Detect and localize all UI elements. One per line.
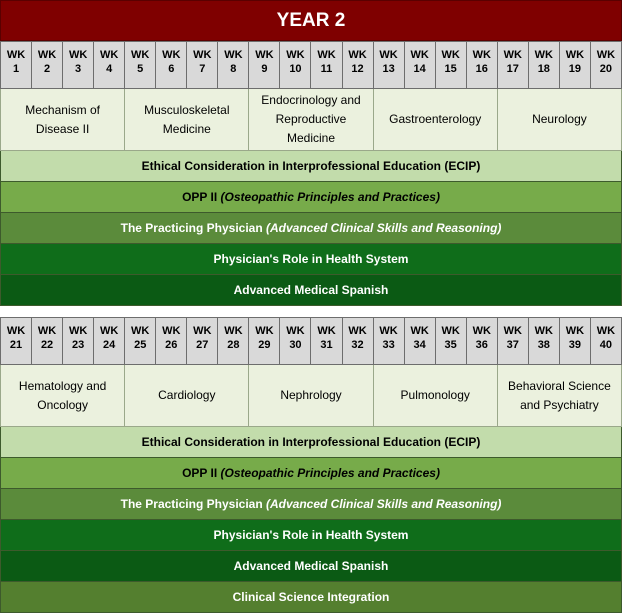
week-cell [32, 41, 63, 89]
week-label-line: WK [224, 49, 243, 61]
week-cell [405, 317, 436, 365]
week-cell [0, 41, 32, 89]
course-bar [0, 520, 622, 551]
system-module-cell [498, 365, 622, 427]
week-label-line: 33 [382, 339, 395, 351]
course-name: Ethical Consideration in Interprofessional Education (ECIP) [141, 435, 481, 449]
week-cell [591, 317, 622, 365]
week-cell [94, 41, 125, 89]
week-cell [436, 41, 467, 89]
week-cell [374, 317, 405, 365]
week-cell [529, 317, 560, 365]
week-label-line: 3 [75, 63, 82, 75]
week-label-line: 35 [444, 339, 457, 351]
week-cell [498, 317, 529, 365]
week-label-line: WK [317, 49, 336, 61]
week-label-line: 22 [40, 339, 54, 351]
week-label-line: WK [131, 49, 150, 61]
system-module-row [0, 89, 622, 151]
week-label-line: WK [534, 49, 553, 61]
week-label-line: 32 [351, 339, 364, 351]
week-label-line: WK [255, 49, 274, 61]
week-label-line: WK [410, 325, 429, 337]
system-module-line: and Psychiatry [520, 397, 599, 412]
week-cell [343, 41, 374, 89]
system-module-line: Mechanism of [25, 102, 100, 117]
week-cell [311, 41, 342, 89]
week-label-line: WK [100, 325, 119, 337]
week-cell [467, 41, 498, 89]
system-module-line: Endocrinology and [261, 93, 361, 107]
course-bar [0, 427, 622, 458]
system-module-cell [0, 365, 125, 427]
course-bar [0, 151, 622, 182]
system-module-line: Hematology and [18, 378, 107, 393]
week-label-line: 38 [537, 339, 550, 351]
week-label-line: 18 [537, 63, 550, 75]
system-module-line: Reproductive [275, 112, 347, 126]
course-bar [0, 213, 622, 244]
week-label-line: 11 [320, 63, 333, 75]
week-label-line: WK [131, 325, 150, 337]
week-cell [125, 41, 156, 89]
week-label-line: 14 [413, 63, 426, 75]
week-label-line: WK [441, 49, 460, 61]
system-module-cell [249, 89, 373, 151]
system-module-cell [125, 365, 249, 427]
week-label-line: 36 [475, 339, 488, 351]
week-label-line: 2 [44, 63, 51, 75]
course-subtitle: (Osteopathic Principles and Practices) [220, 190, 440, 204]
week-label-line: 7 [199, 63, 206, 75]
week-cell [63, 317, 94, 365]
week-label-line: 6 [168, 63, 175, 75]
week-label-line: 17 [506, 63, 519, 75]
week-label-line: 25 [134, 339, 147, 351]
course-bar [0, 275, 622, 306]
week-label-line: 31 [320, 339, 333, 351]
week-label-line: WK [596, 49, 616, 61]
course-bar [0, 551, 622, 582]
week-label-line: WK [6, 325, 26, 337]
week-label-line: 39 [568, 339, 581, 351]
course-bar [0, 458, 622, 489]
course-bar [0, 582, 622, 613]
week-label-line: 34 [413, 339, 426, 351]
week-label-line: 23 [71, 339, 85, 351]
course-bar [0, 182, 622, 213]
system-module-line: Behavioral Science [508, 378, 611, 393]
week-label-line: 13 [382, 63, 395, 75]
system-module-line: Nephrology [280, 388, 342, 402]
week-label-line: WK [472, 325, 491, 337]
system-module-cell [374, 365, 498, 427]
system-module-line: Cardiology [158, 388, 216, 402]
week-label-line: 12 [351, 63, 364, 75]
course-name: OPP II [182, 466, 221, 480]
course-bar [0, 244, 622, 275]
week-label-line: 20 [599, 63, 613, 75]
course-subtitle: (Advanced Clinical Skills and Reasoning) [266, 221, 502, 235]
week-label-line: 4 [106, 63, 113, 75]
week-label-line: WK [162, 49, 181, 61]
week-label-line: WK [162, 325, 181, 337]
week-label-line: WK [224, 325, 243, 337]
week-label-line: WK [193, 49, 212, 61]
week-label-line: WK [68, 325, 88, 337]
week-label-line: WK [534, 325, 553, 337]
semester-block-1 [0, 41, 622, 306]
week-label-line: WK [37, 325, 57, 337]
system-module-line: Musculoskeletal [144, 102, 230, 117]
week-label-line: 29 [258, 339, 271, 351]
system-module-line: Neurology [532, 112, 587, 126]
week-cell [218, 41, 249, 89]
week-label-line: 37 [506, 339, 519, 351]
week-label-line: 1 [12, 63, 20, 75]
course-name: The Practicing Physician [120, 221, 266, 235]
week-label-line: 26 [165, 339, 178, 351]
week-label-line: 28 [227, 339, 240, 351]
week-label-line: WK [596, 325, 616, 337]
week-label-line: WK [379, 325, 398, 337]
week-label-line: WK [255, 325, 274, 337]
week-cell [591, 41, 622, 89]
system-module-cell [125, 89, 249, 151]
system-module-line: Oncology [37, 397, 88, 412]
week-header-row [0, 317, 622, 365]
week-cell [156, 41, 187, 89]
week-cell [467, 317, 498, 365]
course-name: OPP II [182, 190, 221, 204]
week-cell [249, 317, 280, 365]
week-cell [218, 317, 249, 365]
course-name: The Practicing Physician [120, 497, 266, 511]
week-label-line: WK [193, 325, 212, 337]
course-name: Physician's Role in Health System [213, 528, 409, 542]
week-label-line: WK [565, 325, 585, 337]
week-label-line: WK [286, 49, 305, 61]
course-subtitle: (Osteopathic Principles and Practices) [220, 466, 440, 480]
system-module-line: Medicine [286, 131, 336, 145]
week-cell [436, 317, 467, 365]
week-label-line: 8 [230, 63, 237, 75]
week-label-line: WK [317, 325, 336, 337]
week-label-line: WK [286, 325, 305, 337]
week-cell [63, 41, 94, 89]
system-module-line: Disease II [35, 121, 90, 136]
week-label-line: WK [410, 49, 429, 61]
week-label-line: WK [565, 49, 585, 61]
week-cell [280, 317, 311, 365]
week-cell [374, 41, 405, 89]
week-label-line: WK [348, 325, 367, 337]
week-cell [311, 317, 342, 365]
week-label-line: 15 [444, 63, 457, 75]
system-module-cell [498, 89, 622, 151]
week-cell [560, 41, 591, 89]
week-cell [156, 317, 187, 365]
week-label-line: WK [503, 49, 522, 61]
week-cell [498, 41, 529, 89]
course-name: Clinical Science Integration [232, 590, 390, 604]
week-cell [405, 41, 436, 89]
week-label-line: WK [100, 49, 119, 61]
system-module-row [0, 365, 622, 427]
week-label-line: WK [37, 49, 57, 61]
week-cell [0, 317, 32, 365]
week-label-line: 10 [289, 63, 302, 75]
week-label-line: WK [348, 49, 367, 61]
week-label-line: 19 [568, 63, 581, 75]
week-header-row [0, 41, 622, 89]
course-bar [0, 489, 622, 520]
week-cell [343, 317, 374, 365]
week-label-line: 21 [9, 339, 23, 351]
course-subtitle: (Advanced Clinical Skills and Reasoning) [266, 497, 502, 511]
system-module-cell [249, 365, 373, 427]
week-cell [560, 317, 591, 365]
week-cell [94, 317, 125, 365]
week-label-line: WK [6, 49, 26, 61]
week-label-line: 30 [289, 339, 302, 351]
system-module-cell [374, 89, 498, 151]
course-name: Advanced Medical Spanish [233, 559, 389, 573]
week-label-line: WK [441, 325, 460, 337]
system-module-line: Medicine [162, 121, 211, 136]
course-name: Ethical Consideration in Interprofessional Education (ECIP) [141, 159, 481, 173]
week-cell [32, 317, 63, 365]
week-cell [187, 317, 218, 365]
week-label-line: 5 [137, 63, 144, 75]
week-cell [249, 41, 280, 89]
week-label-line: 16 [475, 63, 488, 75]
week-label-line: 27 [196, 339, 209, 351]
course-name: Advanced Medical Spanish [233, 283, 389, 297]
week-label-line: WK [379, 49, 398, 61]
week-label-line: 24 [103, 339, 116, 351]
week-cell [125, 317, 156, 365]
week-label-line: 40 [599, 339, 613, 351]
week-cell [529, 41, 560, 89]
year-title-banner [0, 0, 622, 41]
system-module-line: Pulmonology [400, 388, 470, 402]
week-cell [187, 41, 218, 89]
system-module-cell [0, 89, 125, 151]
week-label-line: WK [472, 49, 491, 61]
year-title: YEAR 2 [276, 9, 346, 31]
semester-block-2 [0, 317, 622, 613]
week-label-line: WK [503, 325, 522, 337]
course-name: Physician's Role in Health System [213, 252, 409, 266]
system-module-line: Gastroenterology [389, 112, 482, 126]
week-cell [280, 41, 311, 89]
week-label-line: 9 [261, 63, 268, 75]
week-label-line: WK [68, 49, 88, 61]
